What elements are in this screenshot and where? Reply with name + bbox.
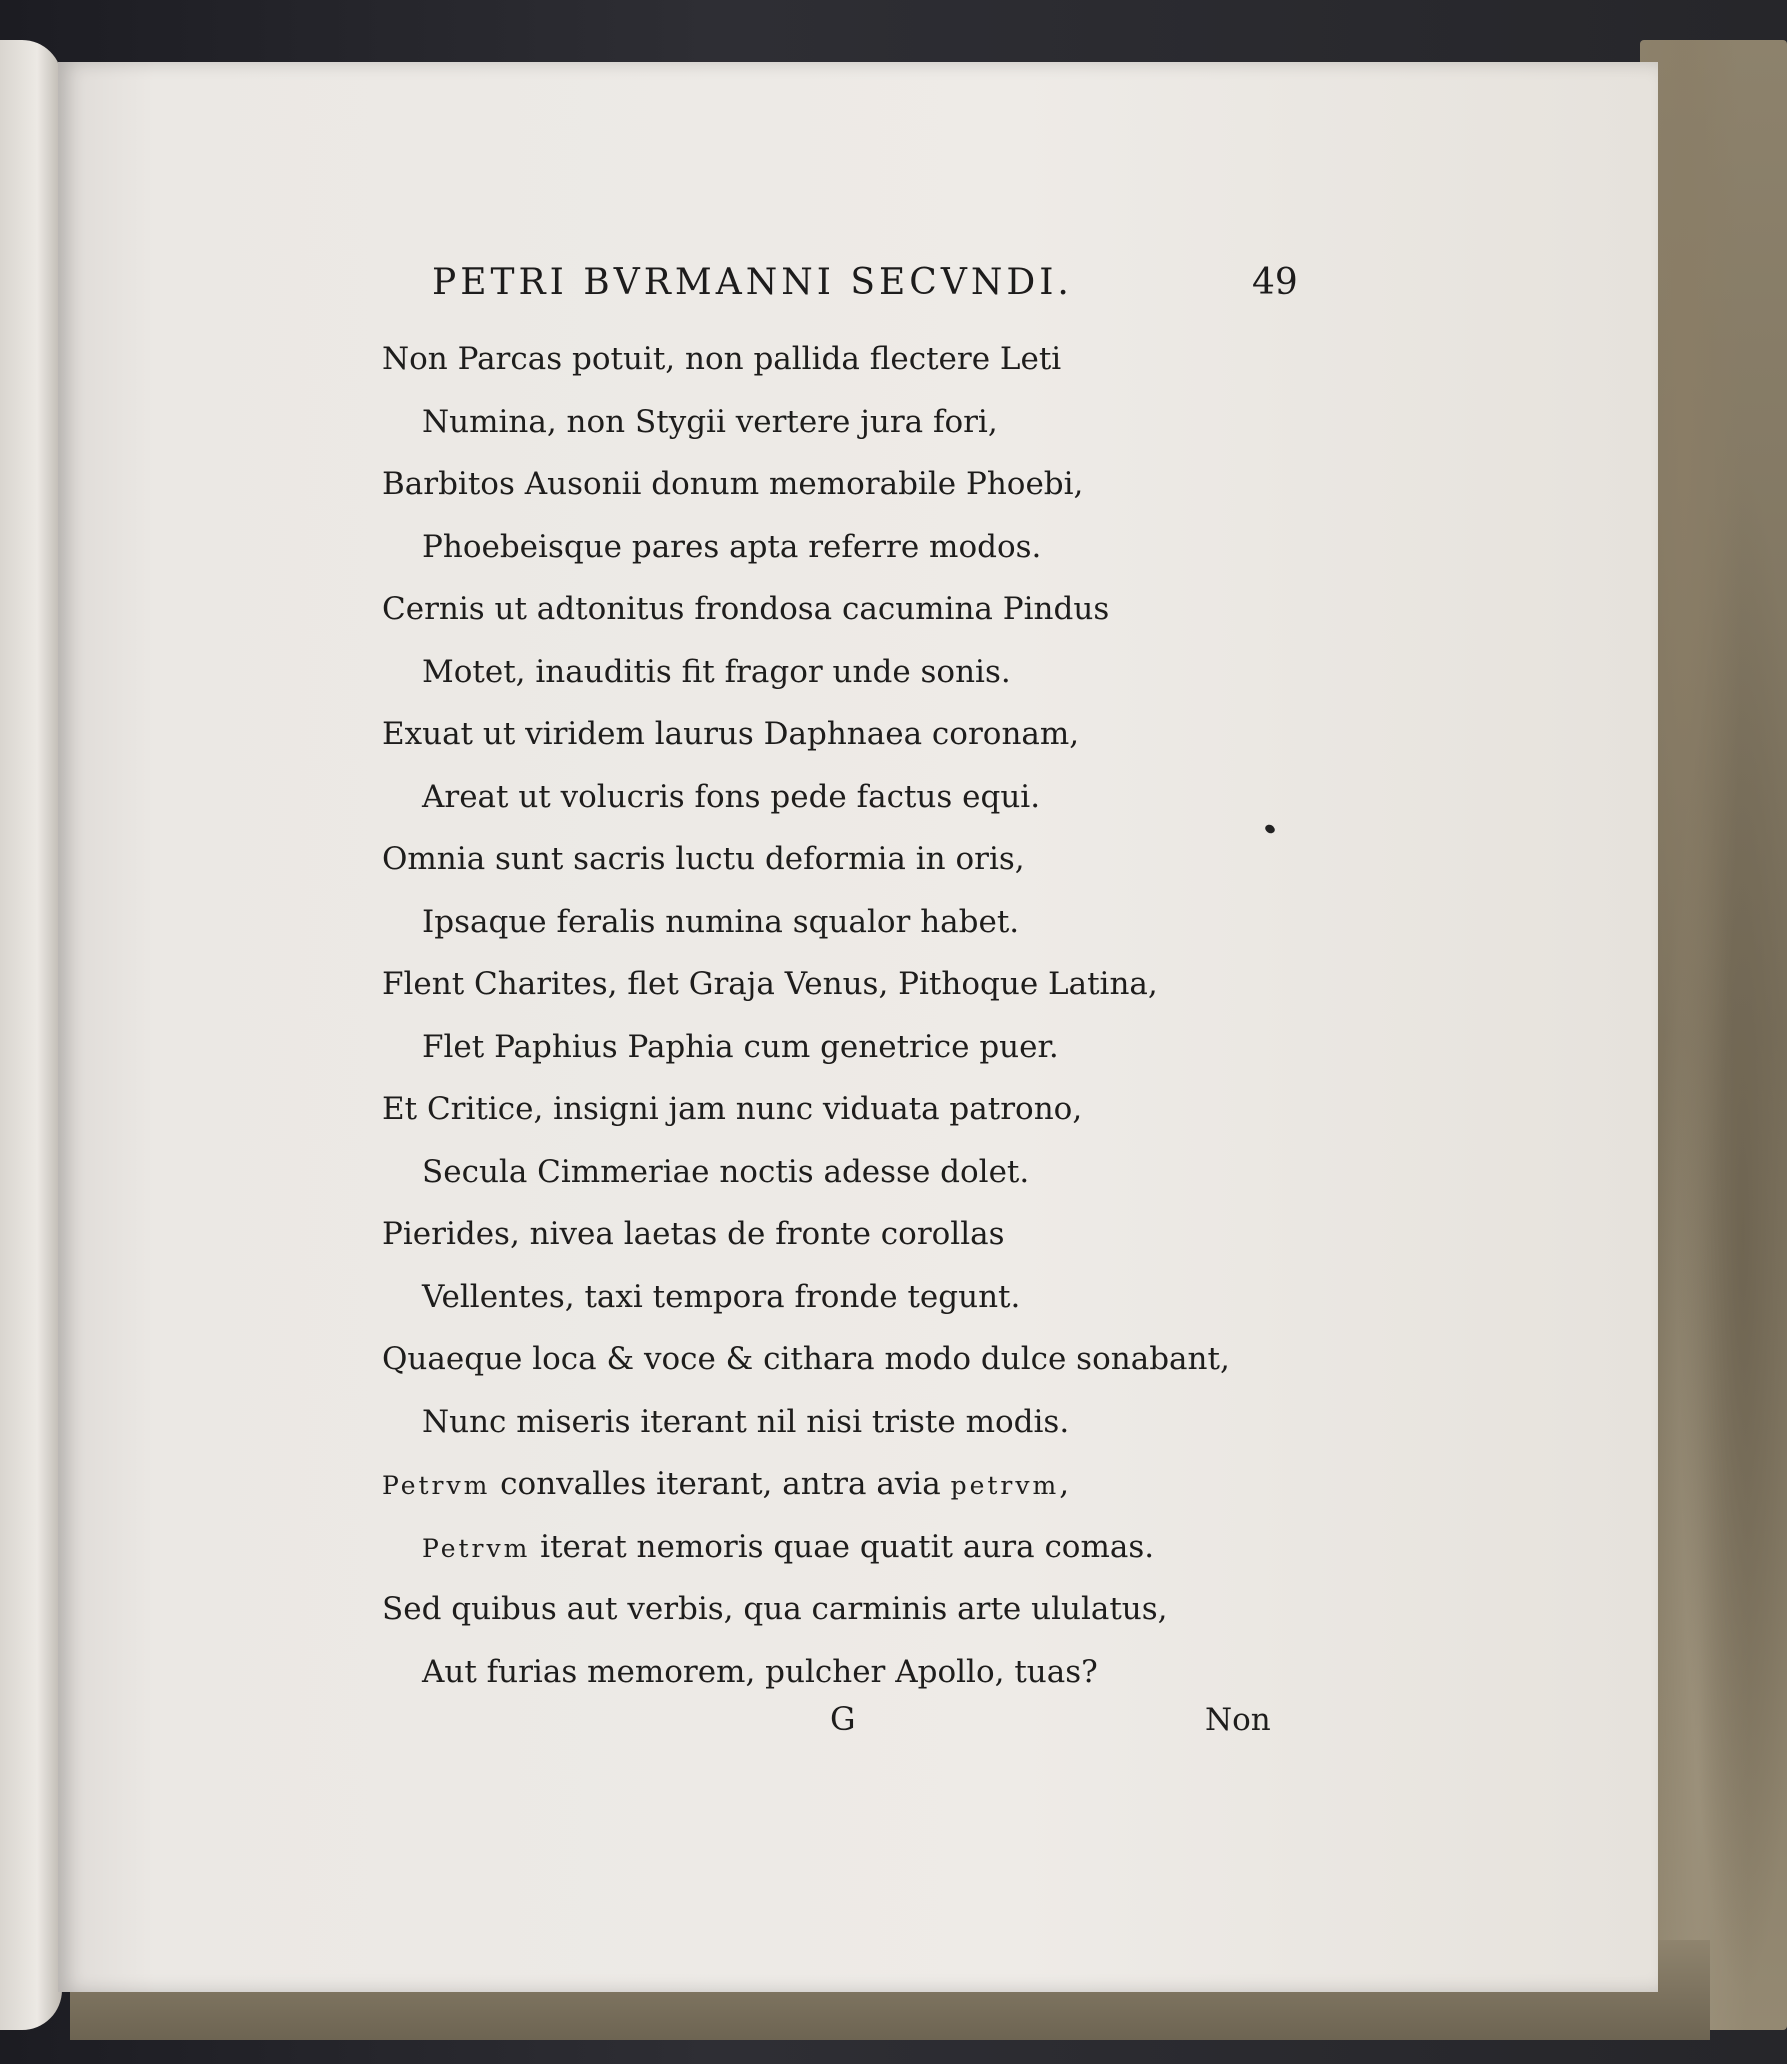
- verse-line: Flent Charites, flet Graja Venus, Pithoque Latina,: [382, 966, 1158, 1002]
- verse-line: Secula Cimmeriae noctis adesse dolet.: [422, 1153, 1030, 1190]
- verse-line: Areat ut volucris fons pede factus equi.: [422, 778, 1041, 815]
- facing-page-edge: [0, 40, 62, 2030]
- verse-line: Flet Paphius Paphia cum genetrice puer.: [422, 1028, 1059, 1065]
- verse-line: Phoebeisque pares apta referre modos.: [422, 528, 1042, 565]
- poem-text: [382, 328, 1282, 1703]
- verse-line: Numina, non Stygii vertere jura fori,: [422, 403, 998, 440]
- verse-line: Exuat ut viridem laurus Daphnaea coronam,: [382, 716, 1080, 752]
- catchword: Non: [1205, 1702, 1271, 1738]
- verse-line: Et Critice, insigni jam nunc viduata patrono,: [382, 1091, 1083, 1127]
- verse-fragment: ,: [1059, 1466, 1070, 1502]
- verse-line: Omnia sunt sacris luctu deformia in oris,: [382, 841, 1025, 877]
- running-head: PETRI BVRMANNI SECVNDI.: [432, 262, 1073, 303]
- verse-line: Cernis ut adtonitus frondosa cacumina Pindus: [382, 591, 1110, 627]
- verse-line: Barbitos Ausonii donum memorabile Phoebi,: [382, 466, 1084, 502]
- small-caps-name: petrvm: [950, 1471, 1060, 1500]
- small-caps-name: Petrvm: [422, 1533, 531, 1563]
- page-header: [432, 262, 1298, 322]
- small-caps-name: Petrvm: [382, 1471, 491, 1500]
- verse-line: [382, 1453, 1282, 1516]
- verse-line: Aut furias memorem, pulcher Apollo, tuas?: [422, 1653, 1098, 1690]
- verse-line: Ipsaque feralis numina squalor habet.: [422, 903, 1020, 940]
- verse-line: Vellentes, taxi tempora fronde tegunt.: [422, 1278, 1021, 1315]
- verse-line: Nunc miseris iterant nil nisi triste modis.: [422, 1403, 1070, 1440]
- page-number: 49: [1252, 262, 1298, 303]
- marbled-board-edge: [1640, 40, 1787, 2030]
- verse-line: Sed quibus aut verbis, qua carminis arte ululatus,: [382, 1591, 1168, 1627]
- verse-fragment: convalles iterant, antra avia: [490, 1466, 951, 1502]
- signature-mark: G: [830, 1700, 856, 1738]
- verse-line: Pierides, nivea laetas de fronte corollas: [382, 1216, 1005, 1252]
- verse-line: [382, 1516, 1282, 1579]
- verse-line: Motet, inauditis fit fragor unde sonis.: [422, 653, 1011, 690]
- verse-line: Quaeque loca & voce & cithara modo dulce sonabant,: [382, 1341, 1230, 1377]
- verse-line: Non Parcas potuit, non pallida flectere Leti: [382, 341, 1062, 377]
- verse-fragment: iterat nemoris quae quatit aura comas.: [530, 1528, 1155, 1565]
